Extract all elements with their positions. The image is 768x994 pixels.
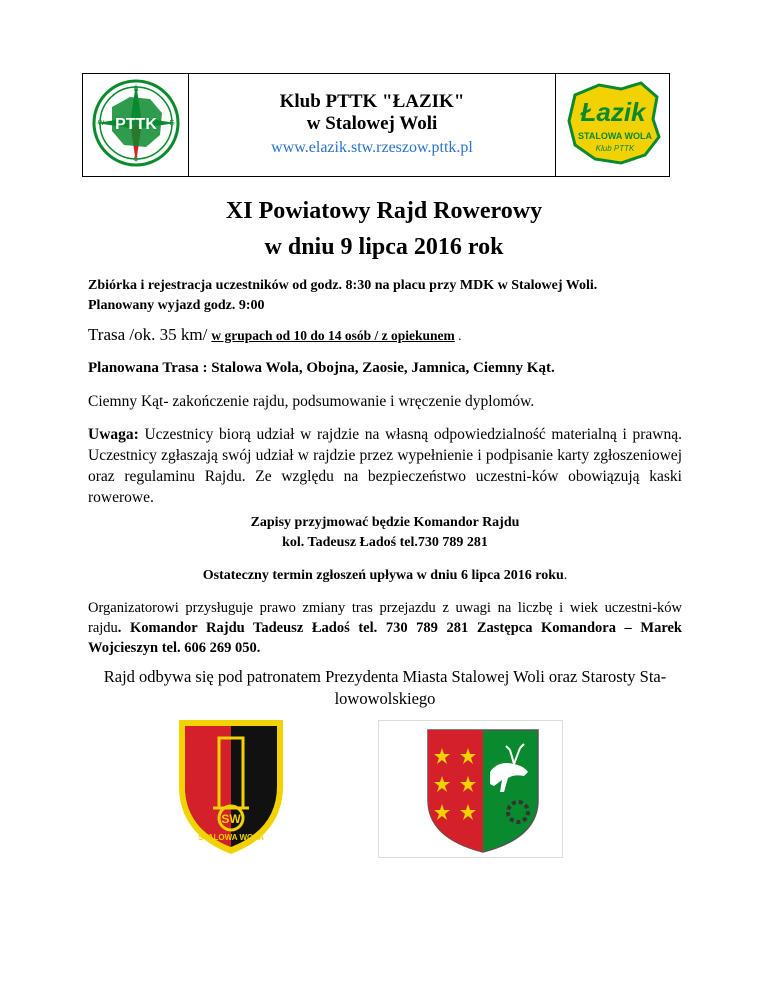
route-end: . <box>454 328 462 343</box>
compass-e: E <box>169 119 174 127</box>
gathering-block <box>88 276 682 316</box>
club-name: Klub PTTK "ŁAZIK" <box>279 91 465 112</box>
club-city: w Stalowej Woli <box>306 113 438 134</box>
route-distance: Trasa /ok. 35 km/ <box>88 325 208 344</box>
route-line <box>88 324 682 347</box>
event-date: w dniu 9 lipca 2016 rok <box>264 234 504 260</box>
notice-label: Uwaga: <box>88 426 139 443</box>
compass-w: W <box>97 119 104 127</box>
gathering-line2: Planowany wyjazd godz. 9:00 <box>88 298 265 313</box>
pttk-logo-cell <box>83 74 189 177</box>
notice-paragraph <box>88 424 682 508</box>
patronage-text: Rajd odbywa się pod patronatem Prezydenta Miasta Stalowej Woli oraz Starosty Sta-lowowolskiego <box>103 667 667 708</box>
compass-n: N <box>132 85 139 93</box>
lazik-logo-sub2: Klub PTTK <box>595 143 634 153</box>
deadline-text: Ostateczny termin zgłoszeń upływa w dniu 6 lipca 2016 roku <box>202 568 564 583</box>
planned-route: Planowana Trasa : Stalowa Wola, Obojna, Zaosie, Jamnica, Ciemny Kąt. <box>88 360 555 376</box>
organizer-paragraph <box>88 598 682 658</box>
compass-s: S <box>133 155 138 163</box>
crest-left-letters: SW <box>221 812 241 826</box>
finish-text: Ciemny Kąt- zakończenie rajdu, podsumowanie i wręczenie dyplomów. <box>88 393 535 410</box>
crest-left-text: STALOWA WOLA <box>198 833 264 842</box>
registration-line1: Zapisy przyjmować będzie Komandor Rajdu <box>250 515 520 530</box>
lazik-logo-text: Łazik <box>579 96 646 127</box>
organizer-bold: . Komandor Rajdu Tadeusz Ładoś tel. 730 789 281 Zastępca Komandora – Marek Wojcieszyn tel. 606 269 050. <box>88 620 682 656</box>
lazik-logo-sub1: STALOWA WOLA <box>577 130 652 141</box>
registration-line2: kol. Tadeusz Ładoś tel.730 789 281 <box>282 535 488 550</box>
county-crest-icon <box>378 720 563 858</box>
deadline-line <box>88 566 682 586</box>
club-info-cell <box>189 74 556 177</box>
registration-block <box>88 513 682 553</box>
lazik-logo-icon <box>561 75 665 171</box>
organizer-text: Organizatorowi przysługuje prawo zmiany tras przejazdu z uwagi na liczbę i wiek uczestni-ków rajdu <box>88 600 682 636</box>
notice-text: Uczestnicy biorą udział w rajdzie na własną odpowiedzialność materialną i prawną. Uczestnicy zgłaszają swój udział w rajdzie przez wypełnienie i podpisanie karty zgłoszeniowej oraz regulaminu Rajdu. Ze względu na bezpieczeństwo uczestni-ków obowiązują kaski rowerowe. <box>88 426 682 506</box>
gathering-line1: Zbiórka i rejestracja uczestników od godz. 8:30 na placu przy MDK w Stalowej Woli. <box>88 278 598 293</box>
lazik-logo-cell <box>556 74 670 177</box>
pttk-logo-text: PTTK <box>114 115 157 133</box>
club-url-link[interactable]: www.elazik.stw.rzeszow.pttk.pl <box>271 139 473 156</box>
event-title: XI Powiatowy Rajd Rowerowy <box>225 198 543 224</box>
deadline-end: . <box>563 568 568 583</box>
header-table <box>82 73 670 177</box>
pttk-logo-icon <box>90 77 182 169</box>
route-groups: w grupach od 10 do 14 osób / z opiekunem <box>211 328 455 343</box>
stalowa-wola-crest-icon <box>175 716 287 858</box>
